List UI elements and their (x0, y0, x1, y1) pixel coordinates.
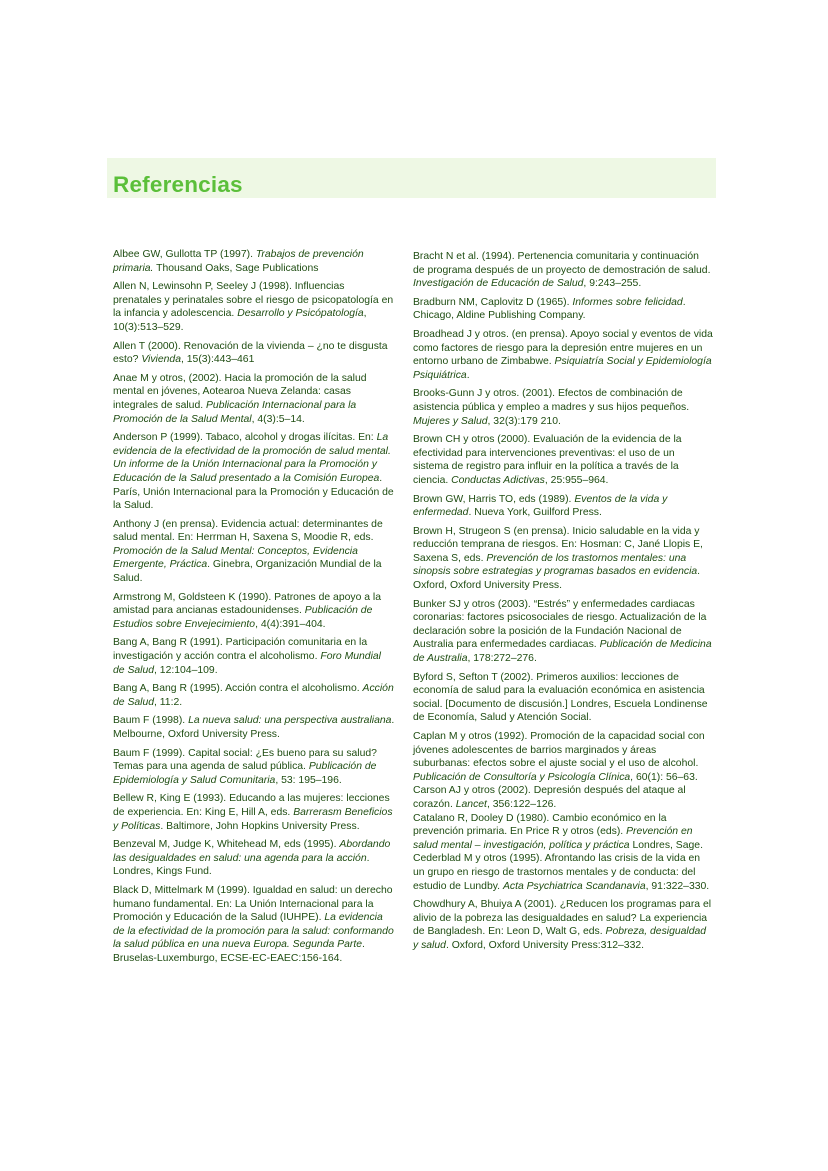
reference-entry (413, 784, 713, 811)
reference-text: . Oxford, Oxford University Press:312–332. (445, 939, 645, 951)
reference-entry (413, 671, 713, 725)
reference-text: Bellew R, King E (1993). Educando a las mujeres: lecciones de experiencia. En: King E, Hill A, eds. (113, 793, 390, 818)
reference-entry (413, 730, 713, 784)
reference-text: , 4(4):391–404. (255, 618, 326, 630)
reference-text: Anderson P (1999). Tabaco, alcohol y drogas ilícitas. En: (113, 432, 377, 444)
reference-text: Brown CH y otros (2000). Evaluación de la evidencia de la efectividad para intervenciones preventivas: el uso de un sistema de registro para influir en la política a través de la ciencia. (413, 434, 682, 486)
reference-entry (113, 340, 395, 367)
reference-entry (113, 747, 395, 788)
reference-title-text: Publicación de Estudios sobre Envejecimiento (113, 605, 373, 630)
reference-entry (413, 898, 713, 952)
reference-text: , 53: 195–196. (275, 774, 342, 786)
reference-text: Catalano R, Dooley D (1980). Cambio económico en la prevención primaria. En Price R y otros (eds). (413, 812, 667, 838)
reference-text: Allen N, Lewinsohn P, Seeley J (1998). Influencias prenatales y perinatales sobre el riesgo de psicopatología en la infancia y adolescencia. (113, 281, 394, 320)
reference-title-text: Trabajos de prevención primaria. (113, 249, 364, 274)
reference-entry (113, 792, 395, 833)
reference-entry (113, 682, 395, 709)
reference-entry (413, 387, 713, 428)
reference-text: , 4(3):5–14. (251, 413, 305, 425)
reference-text: Baum F (1999). Capital social: ¿Es bueno para su salud? Temas para una agenda de salud pública. (113, 747, 377, 773)
reference-title-text: Publicación Internacional para la Promoción de la Salud Mental (113, 399, 357, 425)
reference-text: , 178:272–276. (467, 653, 537, 665)
reference-title-text: Barrerasm Beneficios y Políticas (113, 806, 393, 832)
reference-text: Baum F (1998). (113, 715, 189, 727)
reference-text: Anae M y otros, (2002). Hacia la promoción de la salud mental en jóvenes, Aotearoa Nueva Zelanda: casas integrales de salud. (113, 372, 367, 411)
reference-text: , 11:2. (154, 696, 183, 708)
reference-entry (113, 591, 395, 632)
reference-title-text: Prevención de los trastornos mentales: una sinopsis sobre estrategias y programas basados en evidencia (413, 552, 698, 578)
reference-entry (413, 493, 713, 520)
reference-text: Caplan M y otros (1992). Promoción de la capacidad social con jóvenes adolescentes de barrios marginados y áreas suburbanas: efectos sobre el ajuste social y el uso de alcohol. (413, 731, 705, 770)
reference-entry (413, 812, 713, 853)
reference-text: Albee GW, Gullotta TP (1997). (113, 249, 256, 260)
reference-entry (113, 884, 395, 966)
reference-text: Londres, Sage. (629, 839, 703, 851)
reference-entry (113, 431, 395, 513)
reference-entry (113, 280, 395, 334)
reference-entry (113, 838, 395, 879)
reference-text: Benzeval M, Judge K, Whitehead M, eds (1995). (113, 839, 340, 851)
reference-title-text: La evidencia de la efectividad de la promoción para la salud: conformando la salud pública en una nueva Europa. Segunda Parte (113, 912, 394, 951)
reference-text: Byford S, Sefton T (2002). Primeros auxilios: lecciones de economía de salud para la evaluación económica en asistencia social. [Documento de discusión.] Londres, Escuela Londinense de Economía, Salud y Atención Social. (413, 671, 708, 724)
reference-entry (413, 328, 713, 382)
reference-entry (113, 248, 395, 275)
reference-text: Black D, Mittelmark M (1999). Igualdad en salud: un derecho humano fundamental. En: La Unión Internacional para la Promoción y Educación de la Salud (IUHPE). (113, 884, 393, 924)
reference-entry (113, 372, 395, 426)
reference-text: , 15(3):443–461 (180, 354, 255, 366)
reference-text: , 60(1): 56–63. (630, 771, 698, 783)
reference-title-text: Acción de Salud (113, 683, 394, 708)
reference-text: . Melbourne, Oxford University Press. (113, 715, 395, 740)
reference-entry (113, 636, 395, 677)
reference-text: Armstrong M, Goldsteen K (1990). Patrones de apoyo a la amistad para ancianas estadounidenses. (113, 591, 381, 617)
reference-text: . Ginebra, Organización Mundial de la Salud. (113, 559, 382, 585)
reference-text: Cederblad M y otros (1995). Afrontando las crisis de la vida en un grupo en riesgo de trastornos mentales y de conducta: del estudio de Lundby. (413, 853, 701, 892)
reference-text: , 32(3):179 210. (487, 415, 561, 427)
reference-title-text: Prevención en salud mental – investigación, política y práctica (413, 826, 693, 851)
reference-text: Carson AJ y otros (2002). Depresión después del ataque al corazón. (413, 785, 686, 810)
reference-text: , 12:104–109. (154, 664, 218, 676)
reference-text: . Bruselas-Luxemburgo, ECSE-EC-EAEC:156-164. (113, 939, 365, 964)
reference-title-text: Foro Mundial de Salud (113, 651, 381, 676)
reference-text: Bang A, Bang R (1995). Acción contra el alcoholismo. (113, 683, 363, 695)
reference-text: . Nueva York, Guilford Press. (468, 507, 602, 519)
reference-entry (413, 525, 713, 593)
reference-text: , 91:322–330. (645, 880, 710, 892)
reference-text: Anthony J (en prensa). Evidencia actual: determinantes de salud mental. En: Herrman H, Saxena S, Moodie R, eds. (113, 518, 383, 544)
reference-title-text: Publicación de Epidemiología y Salud Comunitaria (113, 761, 377, 786)
reference-title-text: Mujeres y Salud (413, 415, 488, 427)
reference-title-text: Promoción de la Salud Mental: Conceptos, Evidencia Emergente, Práctica (113, 545, 358, 571)
reference-text: Bradburn NM, Caplovitz D (1965). (413, 296, 573, 308)
reference-title-text: La evidencia de la efectividad de la promoción de salud mental. Un informe de la Unión Internacional para la Promoción y Educación de la Salud presentado a la Comisión Europea (113, 432, 391, 484)
reference-title-text: Publicación de Medicina de Australia (413, 639, 712, 665)
reference-title-text: Eventos de la vida y enfermedad (413, 493, 668, 519)
reference-title-text: Desarrollo y Psicópatología (237, 308, 364, 320)
reference-title-text: Publicación de Consultoría y Psicología Clínica (413, 771, 631, 783)
reference-text: , 9:243–255. (583, 278, 642, 290)
reference-text: . Oxford, Oxford University Press. (413, 566, 701, 592)
page-title: Referencias (113, 172, 243, 197)
reference-entry (113, 714, 395, 741)
reference-text: Allen T (2000). Renovación de la vivienda – ¿no te disgusta esto? (113, 340, 388, 366)
reference-entry (413, 852, 713, 893)
reference-title-text: Psiquiatría Social y Epidemiología Psiquiátrica (413, 356, 712, 381)
reference-text: , 25:955–964. (544, 474, 609, 486)
reference-entry (413, 433, 713, 487)
reference-text: Brown GW, Harris TO, eds (1989). (413, 493, 575, 505)
reference-title-text: Vivienda (141, 354, 181, 366)
reference-text: Bunker SJ y otros (2003). “Estrés” y enfermedades cardiacas coronarias: factores psicosociales de riesgo. Actualización de la declaración sobre la posición de la Fundación Nacional de Australia para enfermedades cardiacas. (413, 598, 707, 651)
reference-entry (413, 296, 713, 323)
reference-text: , 10(3):513–529. (113, 308, 367, 333)
reference-entry (113, 518, 395, 586)
reference-text: Brown H, Strugeon S (en prensa). Inicio saludable en la vida y reducción temprana de riesgos. En: Hosman: C, Jané Llopis E, Saxena S, eds. (413, 525, 703, 564)
reference-text: . (466, 369, 470, 381)
reference-text: Brooks-Gunn J y otros. (2001). Efectos de combinación de asistencia pública y empleo a madres y sus hijos pequeños. (413, 388, 690, 413)
reference-entry (413, 250, 713, 291)
reference-text: , 356:122–126. (486, 798, 557, 810)
reference-title-text: Pobreza, desigualdad y salud (413, 926, 707, 951)
reference-title-text: Acta Psychiatrica Scandanavia (502, 880, 646, 892)
reference-text: Thousand Oaks, Sage Publications (153, 262, 319, 274)
reference-text: Broadhead J y otros. (en prensa). Apoyo social y eventos de vida como factores de riesgo para la depresión entre mujeres en un entorno urbano de Zimbabwe. (413, 328, 713, 368)
reference-title-text: La nueva salud: una perspectiva australiana (188, 715, 392, 727)
reference-text: . Baltimore, John Hopkins University Press. (160, 820, 360, 832)
reference-text: . París, Unión Internacional para la Promoción y Educación de la Salud. (113, 472, 394, 512)
reference-title-text: Lancet (455, 798, 487, 810)
reference-text: . Londres, Kings Fund. (113, 852, 370, 878)
reference-title-text: Abordando las desigualdades en salud: una agenda para la acción (113, 839, 391, 864)
reference-title-text: Conductas Adictivas (451, 474, 545, 486)
references-right-column (413, 250, 713, 958)
reference-title-text: Investigación de Educación de Salud (413, 278, 584, 290)
reference-text: . Chicago, Aldine Publishing Company. (413, 296, 686, 322)
reference-entry (413, 598, 713, 666)
reference-title-text: Informes sobre felicidad (572, 296, 683, 308)
reference-text: Bracht N et al. (1994). Pertenencia comunitaria y continuación de programa después de un proyecto de demostración de salud. (413, 251, 711, 276)
references-left-column (113, 248, 395, 971)
reference-text: Chowdhury A, Bhuiya A (2001). ¿Reducen los programas para el alivio de la pobreza las desigualdades en salud? La experiencia de Bangladesh. En: Leon D, Walt G, eds. (413, 899, 712, 938)
reference-text: Bang A, Bang R (1991). Participación comunitaria en la investigación y acción contra el alcoholismo. (113, 637, 368, 663)
